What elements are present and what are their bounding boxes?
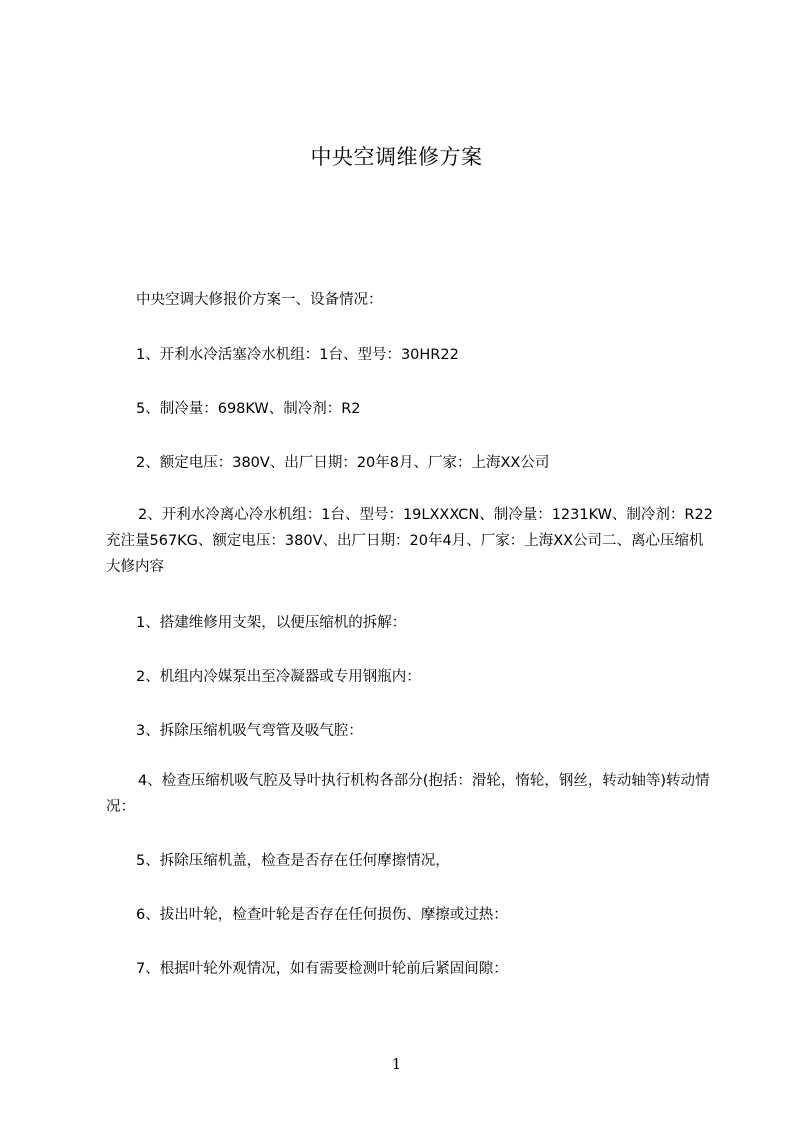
page-number: 1 [391, 1055, 402, 1073]
paragraph-intro: 中央空调大修报价方案一、设备情况： [136, 292, 383, 308]
paragraph-step-2: 2、机组内冷媒泵出至冷凝器或专用钢瓶内： [136, 669, 421, 685]
paragraph-step-6: 6、拔出叶轮，检查叶轮是否存在任何损伤、摩擦或过热： [136, 907, 508, 923]
paragraph-step-1: 1、搭建维修用支架，以便压缩机的拆解： [136, 615, 407, 631]
paragraph-step-3: 3、拆除压缩机吸气弯管及吸气腔： [136, 723, 363, 739]
paragraph-step-5: 5、拆除压缩机盖，检查是否存在任何摩擦情况， [136, 853, 450, 869]
paragraph-capacity: 5、制冷量：698KW、制冷剂：R2 [136, 401, 361, 417]
paragraph-step-4: 4、检查压缩机吸气腔及导叶执行机构各部分(抱括：滑轮，惰轮，钢丝，转动轴等)转动情况： [106, 773, 710, 815]
paragraph-step-7: 7、根据叶轮外观情况，如有需要检测叶轮前后紧固间隙： [136, 961, 508, 977]
document-title: 中央空调维修方案 [310, 145, 483, 169]
paragraph-voltage: 2、额定电压：380V、出厂日期：20年8月、厂家：上海XX公司 [136, 455, 550, 471]
paragraph-unit-2: 2、开利水冷离心冷水机组：1台、型号：19LXXXCN、制冷量：1231KW、制冷剂：R22充注量567KG、额定电压：380V、出厂日期：20年4月、厂家：上海XX公司二、离心压缩机大修内容 [106, 507, 713, 575]
paragraph-unit-1: 1、开利水冷活塞冷水机组：1台、型号：30HR22 [136, 347, 459, 363]
